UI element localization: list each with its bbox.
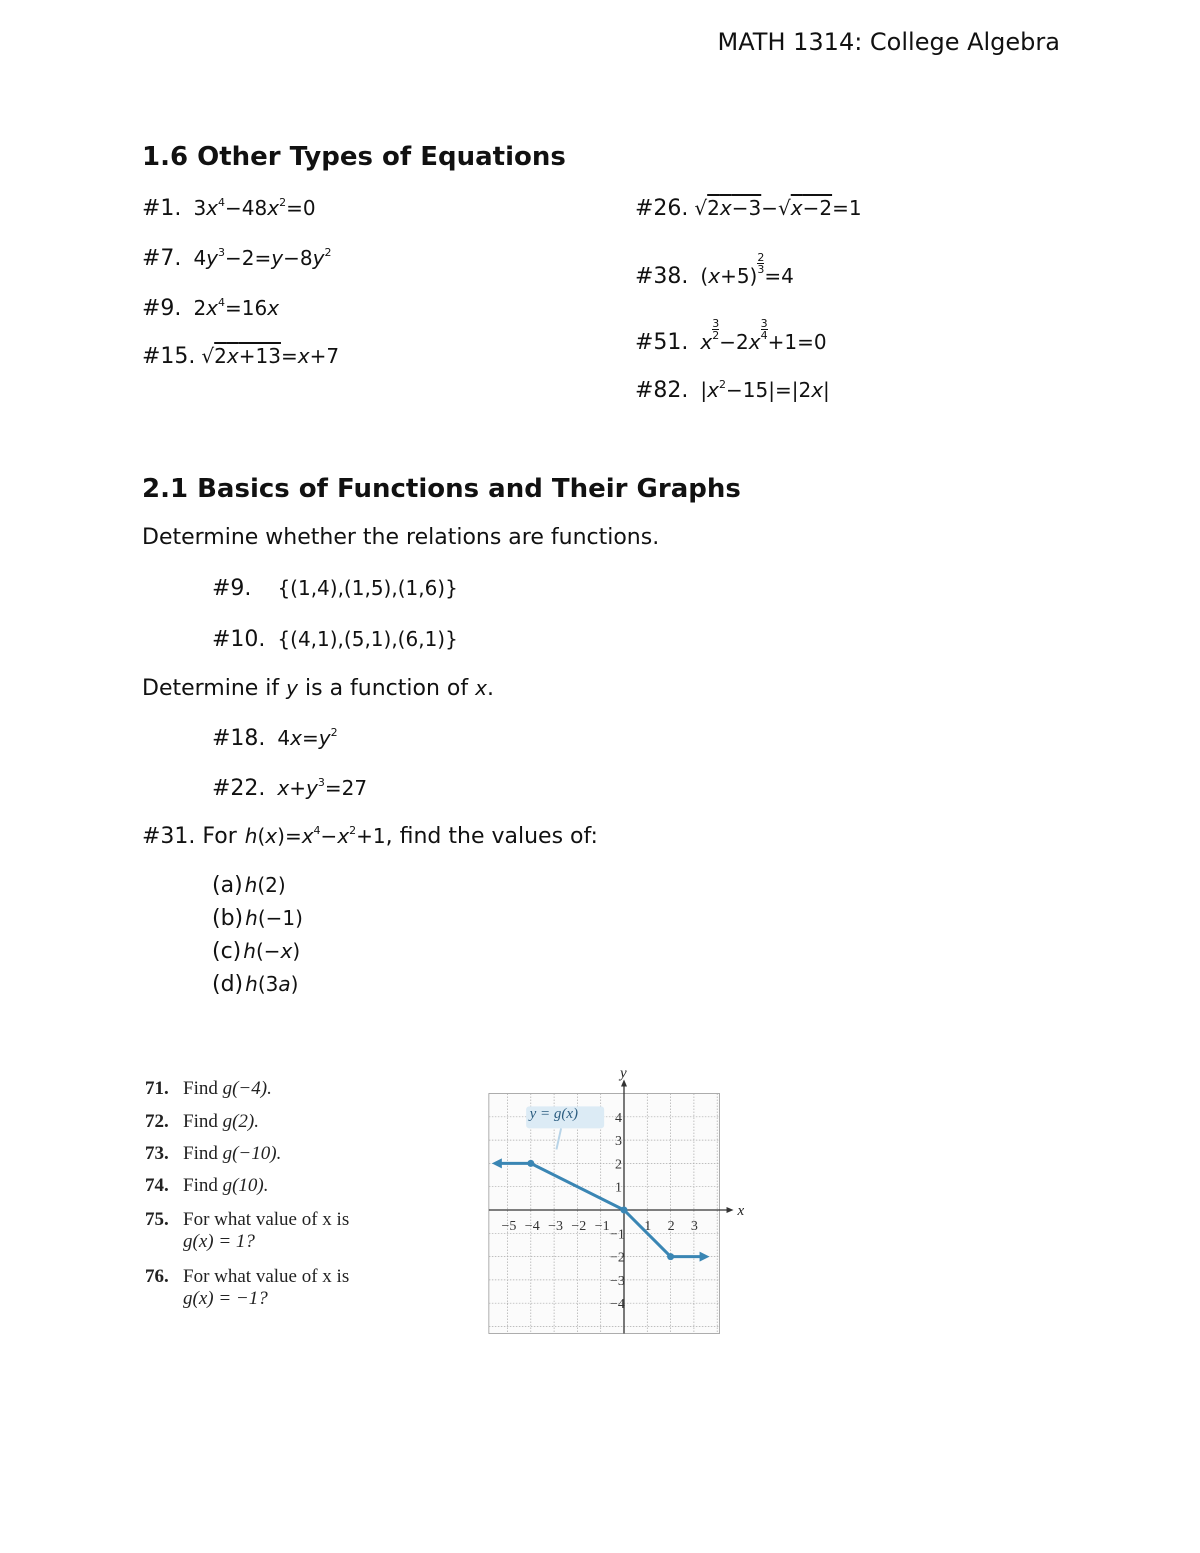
- problem-2-10: [212, 627, 458, 652]
- exercise-number: 75.: [145, 1209, 169, 1230]
- y-tick-label: 2: [615, 1157, 622, 1173]
- problem-38: #38. (x+5) $\frac{2}{3}$ =4: [635, 251, 794, 289]
- y-axis-label: y: [620, 1070, 627, 1082]
- instruction-text: is a function of: [298, 676, 476, 701]
- problem-label: #31. For: [142, 824, 237, 849]
- x-tick-label: −1: [594, 1219, 610, 1234]
- exercise-text: Find: [183, 1143, 218, 1164]
- exercise-expr: g(−10).: [222, 1143, 282, 1164]
- function-graph: [470, 1070, 750, 1340]
- x-tick-label: −2: [571, 1219, 587, 1234]
- y-tick-label: −4: [610, 1297, 625, 1313]
- instruction-text: Determine if: [142, 676, 287, 701]
- function-label: y = g(x): [529, 1105, 579, 1122]
- problem-label: #26.: [635, 196, 689, 221]
- problem-7: #7. $4y^3-2=y-8y^2$: [142, 246, 332, 271]
- problem-label: #18.: [212, 726, 266, 751]
- part-b: (b) h(−1): [212, 906, 303, 931]
- problem-text: , find the values of:: [385, 824, 598, 849]
- exercise-text: For what value of x is: [183, 1209, 350, 1230]
- exercise-text: Find: [183, 1111, 218, 1132]
- problem-label: #15.: [142, 344, 196, 369]
- relation-set: {(1,4),(1,5),(1,6)}: [277, 576, 458, 600]
- exercise-72: [145, 1111, 259, 1133]
- x-tick-label: 1: [644, 1219, 652, 1234]
- problem-label: #51.: [635, 330, 689, 355]
- graph-point: [667, 1253, 674, 1260]
- exercise-expr: g(x) = 1?: [183, 1231, 255, 1252]
- exercise-text: Find: [183, 1175, 218, 1196]
- exercise-number: 76.: [145, 1266, 169, 1287]
- graph-point: [621, 1207, 628, 1214]
- x-axis-label: x: [737, 1203, 745, 1219]
- grid-frame: [489, 1094, 720, 1334]
- relation-set: {(4,1),(5,1),(6,1)}: [277, 627, 458, 651]
- exercise-74: [145, 1175, 269, 1197]
- problem-label: #82.: [635, 378, 689, 403]
- problem-9: #9. $2x^4=16x$: [142, 296, 280, 321]
- x-tick-label: 3: [690, 1219, 698, 1234]
- x-tick-label: −4: [524, 1219, 540, 1234]
- exercise-number: 73.: [145, 1143, 169, 1164]
- exercise-73: [145, 1143, 281, 1165]
- page-header: MATH 1314: College Algebra: [717, 28, 1060, 56]
- y-tick-label: 3: [615, 1134, 622, 1150]
- y-tick-label: −2: [610, 1250, 625, 1266]
- exercise-text: For what value of x is: [183, 1266, 350, 1287]
- x-tick-label: −5: [501, 1219, 517, 1234]
- exercise-text: Find: [183, 1078, 218, 1099]
- problem-label: #9.: [142, 296, 182, 321]
- part-d: (d) h(3a): [212, 972, 299, 997]
- section-2-1-title: 2.1 Basics of Functions and Their Graphs: [142, 474, 741, 504]
- part-label: (b): [212, 906, 244, 931]
- problem-51: #51. x $\frac{3}{2}$ −2x $\frac{3}{4}$ +1=0: [635, 317, 827, 355]
- exercise-number: 72.: [145, 1111, 169, 1132]
- problem-2-22: #22. $x+y^3=27$: [212, 776, 368, 801]
- y-tick-label: 1: [615, 1180, 622, 1196]
- problem-label: #38.: [635, 264, 689, 289]
- section-1-6-title: 1.6 Other Types of Equations: [142, 142, 566, 172]
- part-a: (a) h(2): [212, 873, 286, 898]
- problem-1: #1. $3x^4-48x^2=0$: [142, 196, 316, 221]
- problem-26: #26. √2x−3−√x−2=1: [635, 196, 862, 221]
- exercise-expr: g(x) = −1?: [183, 1288, 268, 1309]
- problem-2-18: #18. $4x=y^2$: [212, 726, 338, 751]
- exercise-number: 74.: [145, 1175, 169, 1196]
- variable-y: y: [286, 676, 299, 700]
- variable-x: x: [475, 676, 487, 700]
- problem-label: #10.: [212, 627, 266, 652]
- exercise-71: [145, 1078, 272, 1100]
- exercise-75: [145, 1209, 349, 1253]
- y-tick-label: −1: [610, 1227, 625, 1243]
- problem-82: #82. $|x^2-15|=|2x|$: [635, 378, 830, 403]
- exercise-number: 71.: [145, 1078, 169, 1099]
- y-tick-label: 4: [615, 1110, 622, 1126]
- exercise-76: [145, 1266, 349, 1310]
- exercise-expr: g(10).: [222, 1175, 269, 1196]
- part-c: (c) h(−x): [212, 939, 301, 964]
- x-axis-arrow: [727, 1207, 734, 1213]
- problem-label: #9.: [212, 576, 252, 601]
- exercise-expr: g(−4).: [222, 1078, 272, 1099]
- exercise-expr: g(2).: [222, 1111, 260, 1132]
- part-label: (c): [212, 939, 242, 964]
- problem-2-31: #31. For $h(x)=x^4-x^2+1$, find the values of:: [142, 824, 598, 849]
- problem-label: #1.: [142, 196, 182, 221]
- x-tick-label: 2: [667, 1219, 675, 1234]
- instruction-function-of-x: [142, 676, 494, 701]
- problem-2-9: [212, 576, 458, 601]
- instruction-text: .: [486, 676, 494, 701]
- problem-label: #22.: [212, 776, 266, 801]
- graph-point: [527, 1160, 534, 1167]
- problem-15: #15. √2x+13=x+7: [142, 344, 340, 369]
- y-tick-label: −3: [610, 1273, 625, 1289]
- part-label: (d): [212, 972, 244, 997]
- instruction-relations: Determine whether the relations are functions.: [142, 525, 660, 550]
- x-tick-label: −3: [548, 1219, 564, 1234]
- part-label: (a): [212, 873, 243, 898]
- problem-label: #7.: [142, 246, 182, 271]
